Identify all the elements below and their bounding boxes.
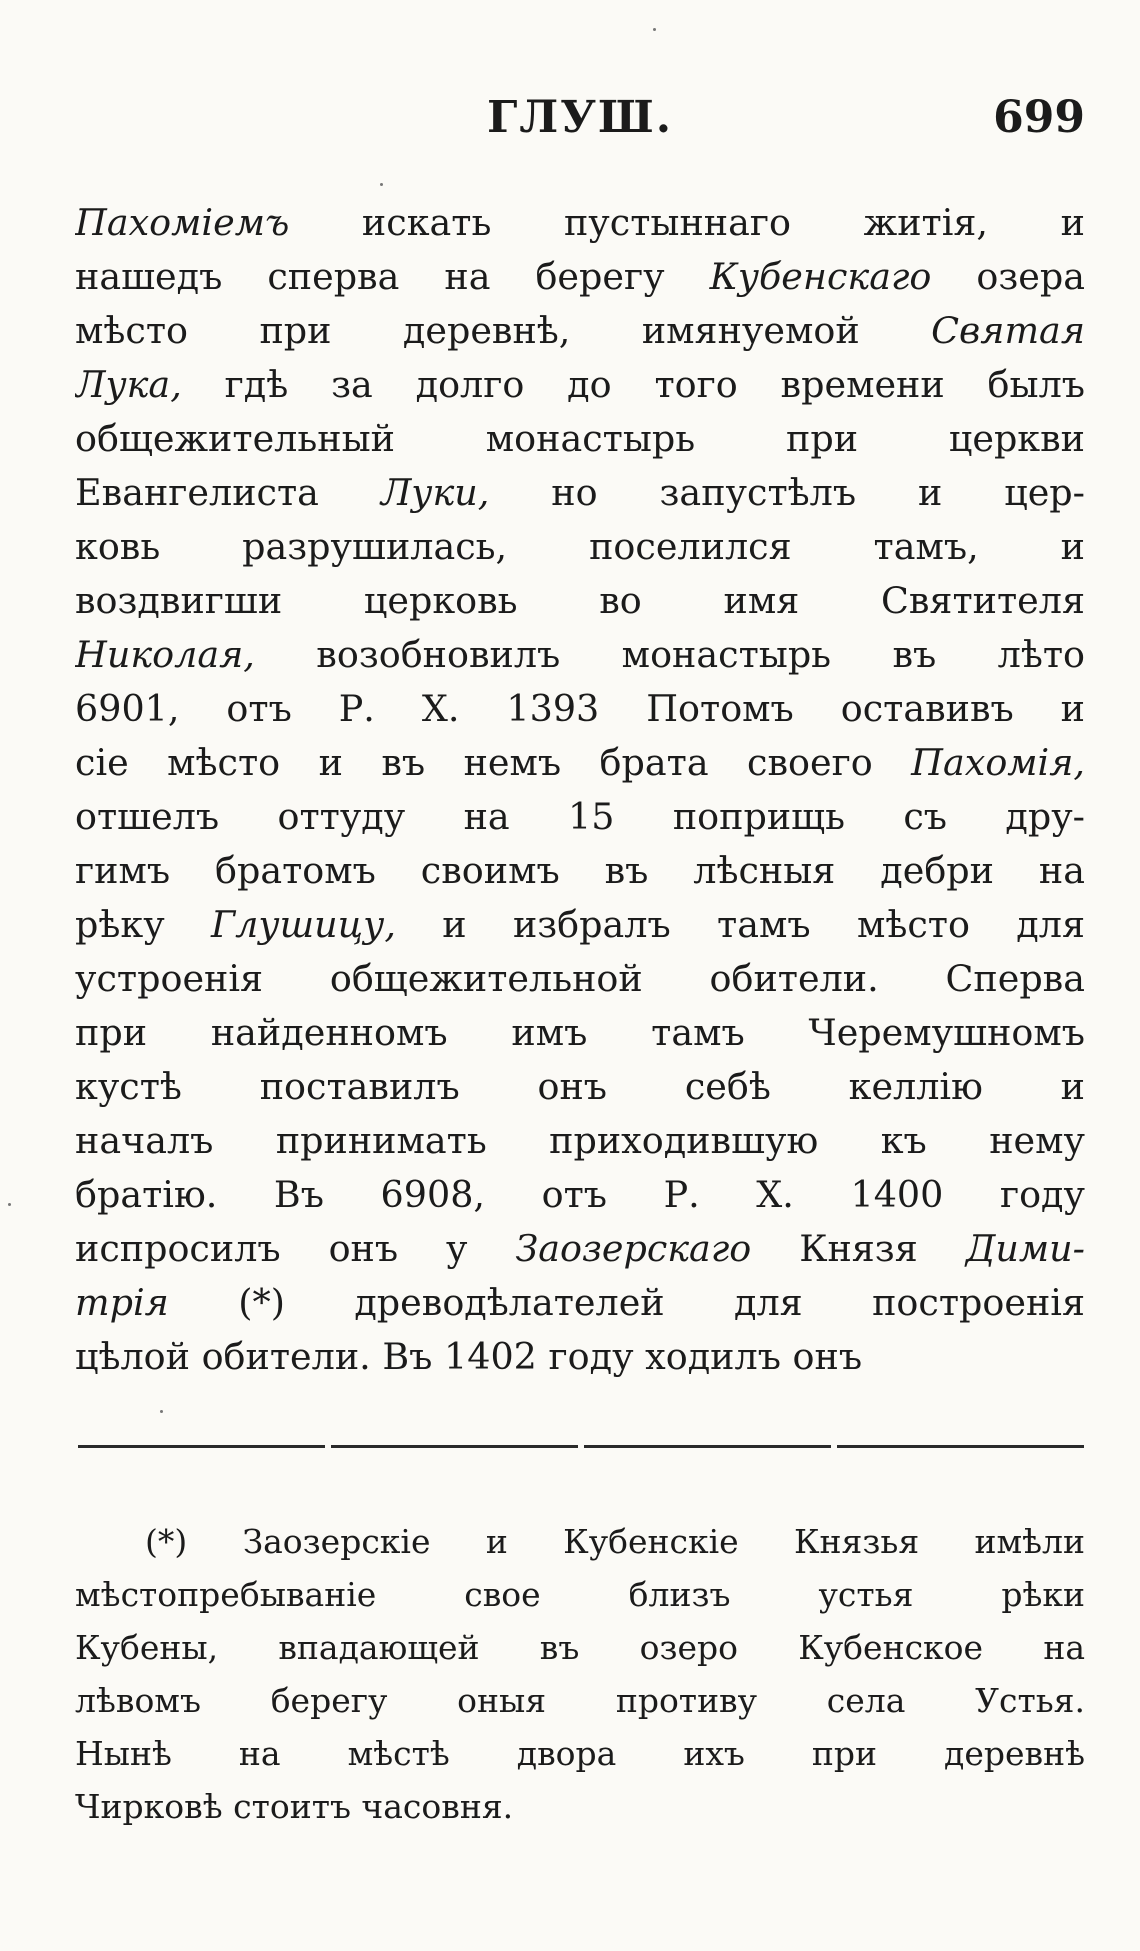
text-run: братію. Въ 6908, отъ Р. Х. 1400 году xyxy=(75,1173,1085,1216)
text-run: и избралъ тамъ мѣсто для xyxy=(395,903,1085,946)
text-run: Князя xyxy=(751,1227,966,1270)
footnote-line: (*) Заозерскіе и Кубенскіе Князья имѣли xyxy=(145,1522,1085,1561)
page-header xyxy=(75,92,1085,152)
text-run: мѣсто при деревнѣ, имянуемой xyxy=(75,309,932,352)
text-run: (*) древодѣлателей для построенія xyxy=(168,1281,1085,1324)
text-line xyxy=(75,196,1085,250)
separator-segment xyxy=(584,1445,831,1448)
text-run: озера xyxy=(931,255,1085,298)
footnote-separator xyxy=(78,1445,1084,1448)
text-line xyxy=(75,250,1085,304)
text-run: цѣлой обители. Въ 1402 году ходилъ онъ xyxy=(75,1335,863,1378)
footnote-line: мѣстопребываніе свое близъ устья рѣки xyxy=(75,1575,1085,1614)
italic-name: Пахоміемъ xyxy=(75,201,290,244)
text-run: испросилъ онъ у xyxy=(75,1227,516,1270)
text-run: гдѣ за долго до того времени былъ xyxy=(181,363,1085,406)
text-line xyxy=(75,1330,1085,1384)
main-text xyxy=(75,196,1085,1384)
text-line xyxy=(75,1060,1085,1114)
separator-segment xyxy=(78,1445,325,1448)
footnote xyxy=(75,1515,1085,1833)
text-line xyxy=(75,790,1085,844)
italic-name: Кубенскаго xyxy=(709,255,932,298)
text-line xyxy=(75,844,1085,898)
separator-segment xyxy=(837,1445,1084,1448)
italic-name: Николая, xyxy=(75,633,255,676)
footnote-line: Чирковѣ стоитъ часовня. xyxy=(75,1787,514,1826)
italic-name: Глушицу, xyxy=(211,903,396,946)
text-run: нашедъ сперва на берегу xyxy=(75,255,710,298)
speck xyxy=(653,28,656,31)
text-line xyxy=(75,1222,1085,1276)
text-line xyxy=(75,628,1085,682)
text-run: отшелъ оттуду на 15 поприщь съ дру- xyxy=(75,795,1085,838)
separator-segment xyxy=(331,1445,578,1448)
text-line xyxy=(75,736,1085,790)
text-run: сіе мѣсто и въ немъ брата своего xyxy=(75,741,912,784)
text-line xyxy=(75,1168,1085,1222)
italic-name: Заозерскаго xyxy=(515,1227,752,1270)
text-run: началъ принимать приходившую къ нему xyxy=(75,1119,1085,1162)
footnote-line: Нынѣ на мѣстѣ двора ихъ при деревнѣ xyxy=(75,1734,1085,1773)
text-run: возобновилъ монастырь въ лѣто xyxy=(254,633,1085,676)
italic-name: Святая xyxy=(931,309,1085,352)
text-run: устроенія общежительной обители. Сперва xyxy=(75,957,1085,1000)
text-run: рѣку xyxy=(75,903,212,946)
italic-name: Луки, xyxy=(380,471,490,514)
speck xyxy=(8,1203,11,1206)
text-run: Евангелиста xyxy=(75,471,381,514)
text-line xyxy=(75,1114,1085,1168)
text-line xyxy=(75,520,1085,574)
text-line xyxy=(75,358,1085,412)
italic-name: Дими- xyxy=(965,1227,1085,1270)
text-line xyxy=(75,466,1085,520)
text-run: искать пустыннаго житія, и xyxy=(289,201,1085,244)
running-head: ГЛУШ. xyxy=(486,92,674,143)
text-run: при найденномъ имъ тамъ Черемушномъ xyxy=(75,1011,1085,1054)
text-line xyxy=(75,574,1085,628)
footnote-line: лѣвомъ берегу оныя противу села Устья. xyxy=(75,1681,1085,1720)
text-line xyxy=(75,1006,1085,1060)
text-line xyxy=(75,412,1085,466)
italic-name: Лука, xyxy=(75,363,182,406)
italic-name: трія xyxy=(75,1281,169,1324)
page-number: 699 xyxy=(993,92,1085,143)
text-run: ковь разрушилась, поселился тамъ, и xyxy=(75,525,1085,568)
text-run: воздвигши церковь во имя Святителя xyxy=(75,579,1085,622)
text-run: 6901, отъ Р. Х. 1393 Потомъ оставивъ и xyxy=(75,687,1085,730)
speck xyxy=(380,183,383,186)
text-run: общежительный монастырь при церкви xyxy=(75,417,1085,460)
speck xyxy=(160,1410,163,1413)
footnote-line: Кубены, впадающей въ озеро Кубенское на xyxy=(75,1628,1085,1667)
text-line xyxy=(75,1276,1085,1330)
text-run: но запустѣлъ и цер- xyxy=(489,471,1085,514)
text-line xyxy=(75,304,1085,358)
text-run: кустѣ поставилъ онъ себѣ келлію и xyxy=(75,1065,1085,1108)
text-line xyxy=(75,682,1085,736)
text-line xyxy=(75,952,1085,1006)
text-run: гимъ братомъ своимъ въ лѣсныя дебри на xyxy=(75,849,1085,892)
text-line xyxy=(75,898,1085,952)
italic-name: Пахомія, xyxy=(911,741,1085,784)
